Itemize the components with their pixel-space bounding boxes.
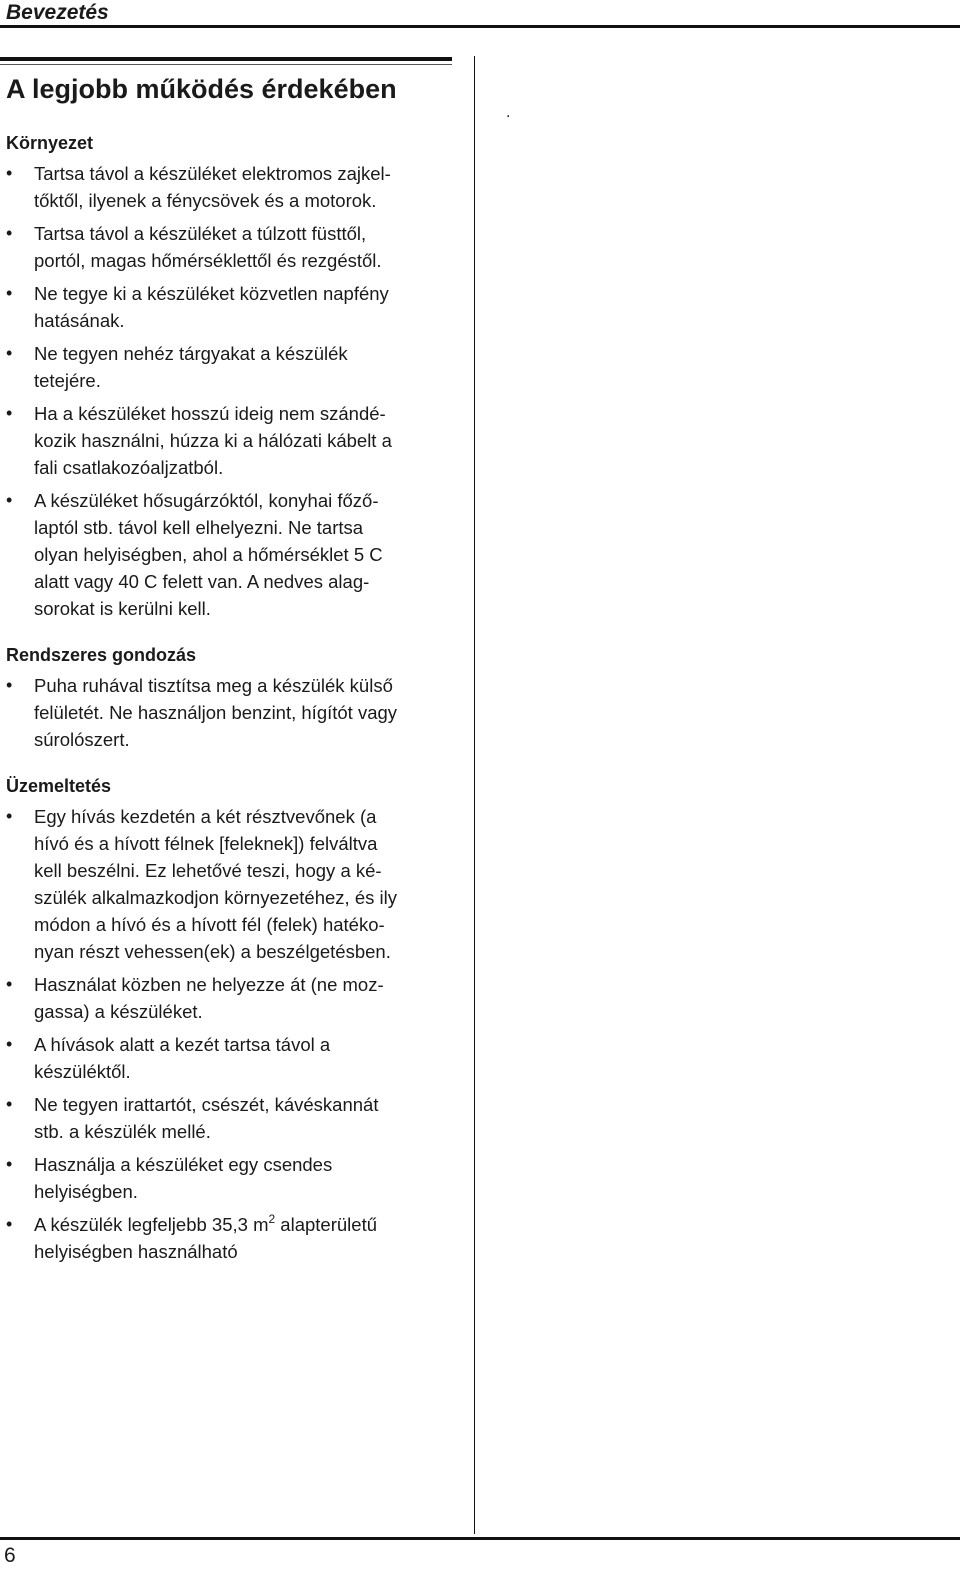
bullet-icon: • — [6, 403, 13, 423]
list-item — [6, 971, 456, 1025]
list-item — [6, 400, 456, 481]
list-item — [6, 487, 456, 622]
list-item — [6, 672, 456, 753]
bullet-icon: • — [6, 1034, 13, 1054]
bullet-icon: • — [6, 223, 13, 243]
list-item-text: Használja a készüléket egy csendes helyiségben. — [34, 1154, 333, 1202]
title-rule-thick — [0, 57, 452, 61]
list-item — [6, 340, 456, 394]
bullet-icon: • — [6, 163, 13, 183]
list-item-text: Tartsa távol a készüléket a túlzott füsttől, portól, magas hőmérséklettől és rezgéstől. — [34, 223, 382, 271]
bullet-icon: • — [6, 675, 13, 695]
bullet-list — [6, 160, 456, 622]
list-item-text: Egy hívás kezdetén a két résztvevőnek (a hívó és a hívott félnek [feleknek]) felváltva kell beszélni. Ez lehetővé teszi, hogy a ké- szülék alkalmazkodjon környezetéhez, és ily módon a hívó és a hívott fél (felek) hatéko- nyan részt vehessen(ek) a beszélgetésben. — [34, 806, 397, 962]
list-item — [6, 1211, 456, 1265]
bullet-icon: • — [6, 806, 13, 826]
main-column — [6, 130, 456, 1271]
list-item — [6, 160, 456, 214]
list-item-text — [34, 1214, 377, 1262]
running-header: Bevezetés — [6, 1, 109, 24]
title-rule-thin — [0, 64, 452, 65]
bullet-list — [6, 672, 456, 753]
list-item — [6, 803, 456, 965]
column-divider — [474, 56, 475, 1534]
section-heading: Rendszeres gondozás — [6, 645, 197, 665]
list-item-text: Használat közben ne helyezze át (ne moz- gassa) a készüléket. — [34, 974, 384, 1022]
list-item-text: Ne tegye ki a készüléket közvetlen napfény hatásának. — [34, 283, 389, 331]
list-item — [6, 1091, 456, 1145]
area-text-after: alapterületű helyiségben használható — [34, 1214, 377, 1262]
bullet-icon: • — [6, 490, 13, 510]
bullet-icon: • — [6, 343, 13, 363]
list-item-text: Puha ruhával tisztítsa meg a készülék külső felületét. Ne használjon benzint, hígítót vagy súrolószert. — [34, 675, 398, 750]
page-number: 6 — [4, 1544, 16, 1567]
header-rule — [0, 25, 960, 28]
bullet-list — [6, 803, 456, 1265]
section-care — [6, 642, 456, 753]
section-operation — [6, 773, 456, 1265]
list-item-text: Ne tegyen nehéz tárgyakat a készülék tetejére. — [34, 343, 348, 391]
list-item-text: A készüléket hősugárzóktól, konyhai főző- laptól stb. távol kell elhelyezni. Ne tartsa olyan helyiségben, ahol a hőmérséklet 5 C alatt vagy 40 C felett van. A nedves alag- sorokat is kerülni kell. — [34, 490, 383, 619]
list-item — [6, 280, 456, 334]
list-item-text: Ha a készüléket hosszú ideig nem szándé- kozik használni, húzza ki a hálózati kábelt a fali csatlakozóaljzatból. — [34, 403, 392, 478]
bullet-icon: • — [6, 1214, 13, 1234]
list-item-text: A hívások alatt a kezét tartsa távol a készüléktől. — [34, 1034, 331, 1082]
list-item-text: Tartsa távol a készüléket elektromos zajkel- tőktől, ilyenek a fénycsövek és a motorok. — [34, 163, 391, 211]
list-item — [6, 220, 456, 274]
section-heading: Üzemeltetés — [6, 776, 112, 796]
stray-mark: . — [506, 104, 511, 121]
area-text-before: A készülék legfeljebb 35,3 m — [34, 1214, 269, 1235]
page-title: A legjobb működés érdekében — [6, 74, 397, 104]
list-item-text: Ne tegyen irattartót, csészét, kávéskannát stb. a készülék mellé. — [34, 1094, 379, 1142]
bullet-icon: • — [6, 283, 13, 303]
list-item — [6, 1151, 456, 1205]
footer-rule — [0, 1537, 960, 1540]
area-superscript: 2 — [268, 1212, 276, 1226]
bullet-icon: • — [6, 1094, 13, 1114]
bullet-icon: • — [6, 1154, 13, 1174]
section-environment — [6, 130, 456, 622]
bullet-icon: • — [6, 974, 13, 994]
list-item — [6, 1031, 456, 1085]
section-heading: Környezet — [6, 133, 94, 153]
